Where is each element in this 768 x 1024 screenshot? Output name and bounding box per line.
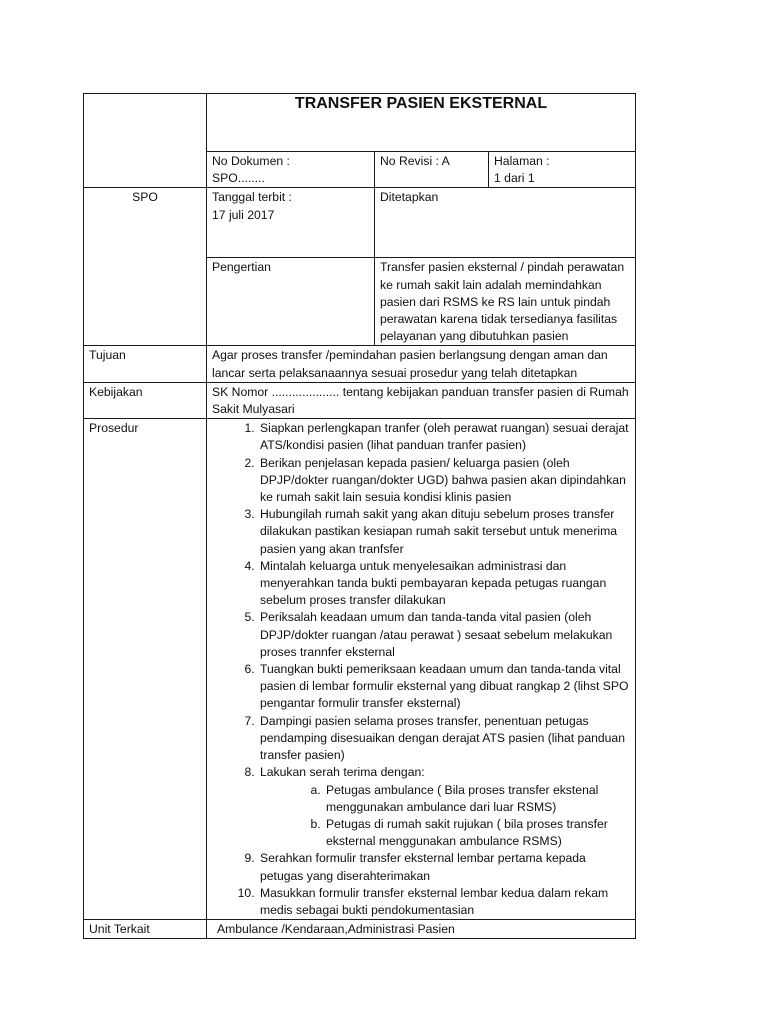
no-revisi: No Revisi : A [375,152,489,188]
list-item: 7. Dampingi pasien selama proses transfer, penentuan petugas pendamping disesuaikan dengan derajat ATS pasien (lihat panduan transfer pasien) [258,713,630,765]
spo-label: SPO [84,188,207,346]
pengertian-text: Transfer pasien eksternal / pindah perawatan ke rumah sakit lain adalah memindahkan pasien dari RSMS ke RS lain untuk pindah perawatan karena tidak tersedianya fasilitas pelayanan yang dibutuhkan pasien [375,258,636,346]
no-dokumen-value: SPO........ [212,171,265,186]
list-item: 3. Hubungilah rumah sakit yang akan dituju sebelum proses transfer dilakukan pastikan kesiapan rumah sakit tersebut untuk menerima pasien yang akan tranfsfer [258,506,630,558]
list-item: 10. Masukkan formulir transfer eksternal lembar kedua dalam rekam medis sebagai bukti pendokumentasian [258,885,630,919]
halaman-cell [489,152,636,188]
pengertian-label: Pengertian [207,258,375,346]
ditetapkan: Ditetapkan [375,188,636,258]
unit-terkait-text: Ambulance /Kendaraan,Administrasi Pasien [207,920,636,939]
list-item: 2. Berikan penjelasan kepada pasien/ keluarga pasien (oleh DPJP/dokter ruangan/dokter UGD) bahwa pasien akan dipindahkan ke rumah sakit lain sesuia kondisi klinis pasien [258,455,630,507]
document-title: TRANSFER PASIEN EKSTERNAL [207,94,636,152]
list-item: 1. Siapkan perlengkapan tranfer (oleh perawat ruangan) sesuai derajat ATS/kondisi pasien (lihat panduan tranfer pasien) [258,420,630,454]
prosedur-list [212,420,630,919]
prosedur-label: Prosedur [84,419,207,920]
tanggal-label: Tanggal terbit : [212,190,292,205]
list-item: 6. Tuangkan bukti pemeriksaan keadaan umum dan tanda-tanda vital pasien di lembar formulir eksternal yang dibuat rangkap 2 (lihst SPO pengantar formulir transfer eksternal) [258,661,630,713]
list-item: 9. Serahkan formulir transfer eksternal lembar pertama kepada petugas yang diserahterimakan [258,850,630,884]
logo-cell [84,94,207,188]
tujuan-text: Agar proses transfer /pemindahan pasien berlangsung dengan aman dan lancar serta pelaksanaannya sesuai prosedur yang telah ditetapkan [207,346,636,382]
kebijakan-label: Kebijakan [84,382,207,418]
list-item: 4. Mintalah keluarga untuk menyelesaikan administrasi dan menyerahkan tanda bukti pembayaran kepada petugas ruangan sebelum proses transfer dilakukan [258,558,630,610]
list-item: 5. Periksalah keadaan umum dan tanda-tanda vital pasien (oleh DPJP/dokter ruangan /atau perawat ) sesaat sebelum melakukan proses trannfer eksternal [258,609,630,661]
kebijakan-text: SK Nomor .................... tentang kebijakan panduan transfer pasien di Rumah Sakit Mulyasari [207,382,636,418]
spo-table [83,93,636,939]
no-dokumen-cell [207,152,375,188]
tanggal-cell [207,188,375,258]
halaman-value: 1 dari 1 [494,171,535,186]
unit-terkait-label: Unit Terkait [84,920,207,939]
sub-list [260,782,630,851]
sub-list-item: a. Petugas ambulance ( Bila proses transfer ekstenal menggunakan ambulance dari luar RSMS) [324,782,630,816]
sub-list-item: b. Petugas di rumah sakit rujukan ( bila proses transfer eksternal menggunakan ambulance RSMS) [324,816,630,850]
tanggal-value: 17 juli 2017 [212,207,275,222]
list-item [258,764,630,850]
prosedur-cell [207,419,636,920]
step-8-text: Lakukan serah terima dengan: [260,765,425,780]
halaman-label: Halaman : [494,154,550,168]
tujuan-label: Tujuan [84,346,207,382]
no-dokumen-label: No Dokumen : [212,154,290,168]
spo-document [83,93,635,939]
